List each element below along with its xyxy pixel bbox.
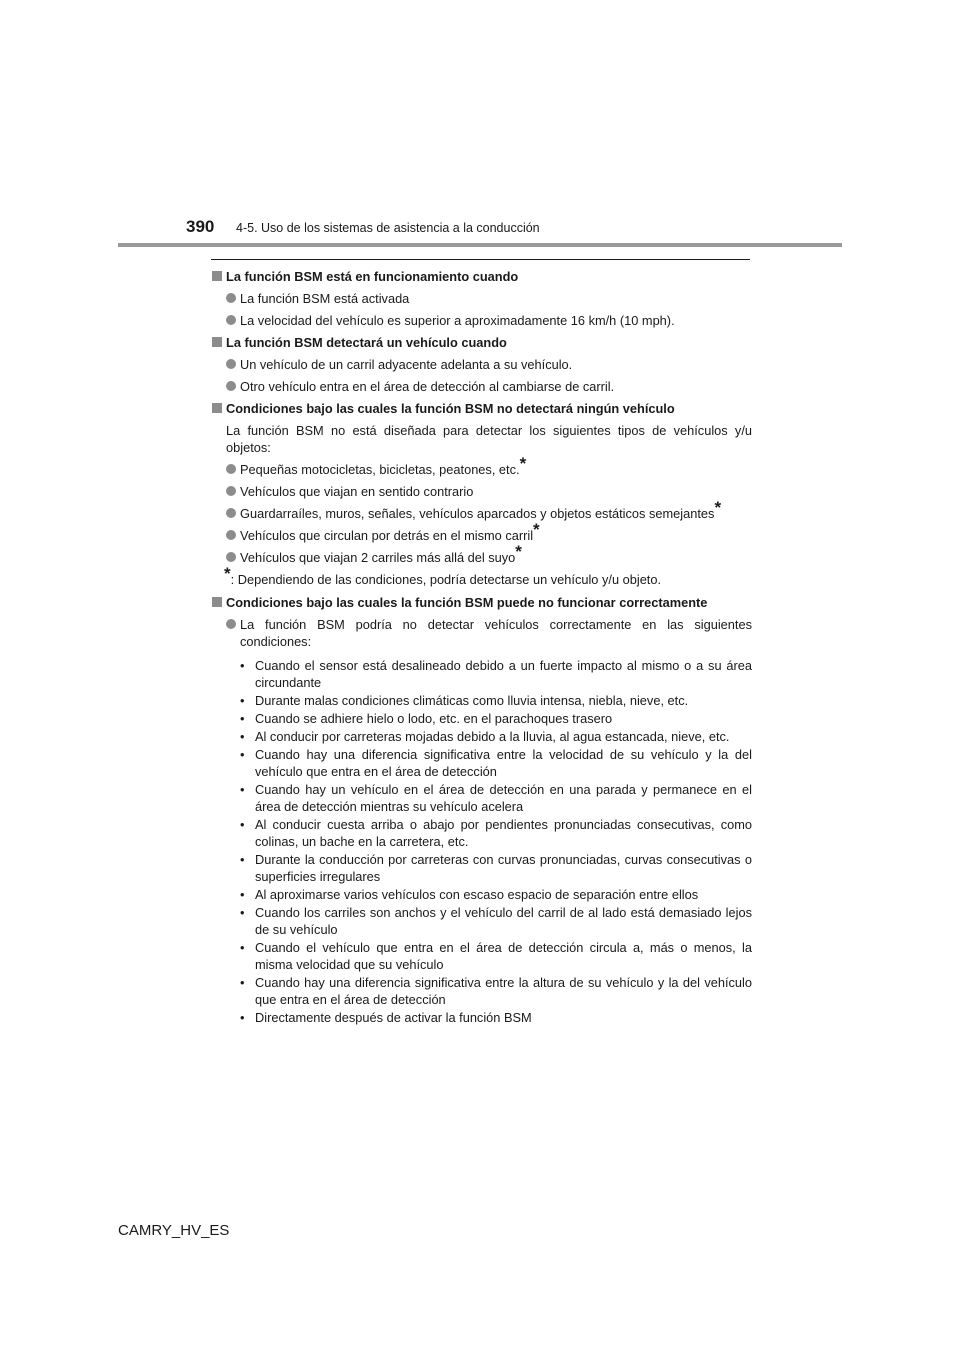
- square-bullet-icon: [212, 337, 222, 347]
- condition-item: [240, 692, 752, 709]
- condition-text: Cuando el sensor está desalineado debido a un fuerte impacto al mismo o a su área circundante: [255, 658, 752, 690]
- dot-marker: •: [240, 658, 245, 673]
- condition-text: Cuando hay una diferencia significativa entre la altura de su vehículo y la del vehículo que entra en el área de detección: [255, 975, 752, 1007]
- square-bullet-icon: [212, 597, 222, 607]
- dot-marker: •: [240, 747, 245, 762]
- footnote-star: *: [224, 564, 231, 583]
- dot-marker: •: [240, 905, 245, 920]
- footnote: [211, 564, 752, 588]
- list-item: [211, 356, 752, 373]
- square-bullet-icon: [212, 403, 222, 413]
- list-item: [211, 520, 752, 544]
- condition-item: [240, 886, 752, 903]
- condition-text: Al conducir cuesta arriba o abajo por pendientes pronunciadas consecutivas, como colinas, un bache en la carretera, etc.: [255, 817, 752, 849]
- footnote-star: *: [533, 520, 540, 539]
- condition-item: [240, 904, 752, 938]
- condition-list: [240, 657, 752, 1026]
- condition-text: Al conducir por carreteras mojadas debido a la lluvia, al agua estancada, nieve, etc.: [255, 729, 730, 744]
- list-item-text: Guardarraíles, muros, señales, vehículos aparcados y objetos estáticos semejantes: [240, 506, 715, 521]
- list-item-text: Vehículos que viajan en sentido contrario: [240, 484, 474, 499]
- dot-marker: •: [240, 1010, 245, 1025]
- condition-item: [240, 1009, 752, 1026]
- page-number: 390: [186, 217, 215, 236]
- dot-marker: •: [240, 817, 245, 832]
- circle-bullet-icon: [226, 486, 236, 496]
- section-heading: [211, 268, 752, 285]
- heading-text: Condiciones bajo las cuales la función BSM puede no funcionar correctamente: [226, 595, 708, 610]
- dot-marker: •: [240, 940, 245, 955]
- dot-marker: •: [240, 975, 245, 990]
- dot-marker: •: [240, 782, 245, 797]
- condition-text: Cuando hay una diferencia significativa entre la velocidad de su vehículo y la del vehículo que entra en el área de detección: [255, 747, 752, 779]
- condition-text: Directamente después de activar la función BSM: [255, 1010, 532, 1025]
- list-item-text: Vehículos que viajan 2 carriles más allá del suyo: [240, 550, 516, 565]
- condition-text: Cuando el vehículo que entra en el área de detección circula a, más o menos, la misma velocidad que su vehículo: [255, 940, 752, 972]
- content-body: [211, 268, 752, 1031]
- condition-text: Cuando los carriles son anchos y el vehículo del carril de al lado está demasiado lejos de su vehículo: [255, 905, 752, 937]
- dot-marker: •: [240, 711, 245, 726]
- list-item: [211, 616, 752, 1026]
- circle-bullet-icon: [226, 359, 236, 369]
- condition-item: [240, 746, 752, 780]
- list-item: [211, 378, 752, 395]
- condition-item: [240, 939, 752, 973]
- list-item: [211, 312, 752, 329]
- condition-text: Cuando se adhiere hielo o lodo, etc. en el parachoques trasero: [255, 711, 613, 726]
- list-item: [211, 483, 752, 500]
- condition-item: [240, 816, 752, 850]
- condition-item: [240, 974, 752, 1008]
- dot-marker: •: [240, 693, 245, 708]
- condition-text: Cuando hay un vehículo en el área de detección en una parada y permanece en el área de detección mientras su vehículo acelera: [255, 782, 752, 814]
- section-heading: [211, 594, 752, 611]
- list-item-text: Pequeñas motocicletas, bicicletas, peatones, etc.: [240, 462, 520, 477]
- list-item-text: La función BSM podría no detectar vehículos correctamente en las siguientes condiciones:: [240, 617, 752, 649]
- list-item-text: La función BSM está activada: [240, 291, 410, 306]
- heading-text: La función BSM está en funcionamiento cuando: [226, 269, 519, 284]
- list-item-text: Vehículos que circulan por detrás en el mismo carril: [240, 528, 534, 543]
- section-heading: [211, 334, 752, 351]
- circle-bullet-icon: [226, 508, 236, 518]
- circle-bullet-icon: [226, 464, 236, 474]
- footnote-star: *: [519, 454, 527, 473]
- footnote-star: *: [515, 542, 522, 561]
- circle-bullet-icon: [226, 619, 236, 629]
- heading-text: La función BSM detectará un vehículo cuando: [226, 335, 507, 350]
- list-item: [211, 498, 752, 522]
- section-intro: La función BSM no está diseñada para detectar los siguientes tipos de vehículos y/u objetos:: [226, 423, 752, 455]
- condition-text: Durante malas condiciones climáticas como lluvia intensa, niebla, nieve, etc.: [255, 693, 689, 708]
- circle-bullet-icon: [226, 293, 236, 303]
- footnote-text: : Dependiendo de las condiciones, podría detectarse un vehículo y/u objeto.: [230, 572, 662, 587]
- square-bullet-icon: [212, 271, 222, 281]
- list-item: [211, 454, 752, 478]
- list-item-text: Otro vehículo entra en el área de detección al cambiarse de carril.: [240, 379, 615, 394]
- dot-marker: •: [240, 729, 245, 744]
- condition-text: Durante la conducción por carreteras con curvas pronunciadas, curvas consecutivas o superficies irregulares: [255, 852, 752, 884]
- footnote-star: *: [714, 498, 722, 517]
- condition-item: [240, 781, 752, 815]
- circle-bullet-icon: [226, 552, 236, 562]
- dot-marker: •: [240, 887, 245, 902]
- list-item: [211, 542, 752, 566]
- content-rule: [211, 259, 750, 260]
- header-rule: [118, 243, 842, 247]
- list-item: [211, 290, 752, 307]
- circle-bullet-icon: [226, 530, 236, 540]
- circle-bullet-icon: [226, 315, 236, 325]
- list-item-text: Un vehículo de un carril adyacente adelanta a su vehículo.: [240, 357, 573, 372]
- condition-text: Al aproximarse varios vehículos con escaso espacio de separación entre ellos: [255, 887, 699, 902]
- dot-marker: •: [240, 852, 245, 867]
- condition-item: [240, 728, 752, 745]
- circle-bullet-icon: [226, 381, 236, 391]
- section-title: 4-5. Uso de los sistemas de asistencia a la conducción: [236, 221, 540, 235]
- condition-item: [240, 657, 752, 691]
- condition-item: [240, 851, 752, 885]
- heading-text: Condiciones bajo las cuales la función BSM no detectará ningún vehículo: [226, 401, 675, 416]
- condition-item: [240, 710, 752, 727]
- document-code: CAMRY_HV_ES: [118, 1222, 230, 1239]
- list-item-text: La velocidad del vehículo es superior a aproximadamente 16 km/h (10 mph).: [240, 313, 675, 328]
- section-heading: [211, 400, 752, 417]
